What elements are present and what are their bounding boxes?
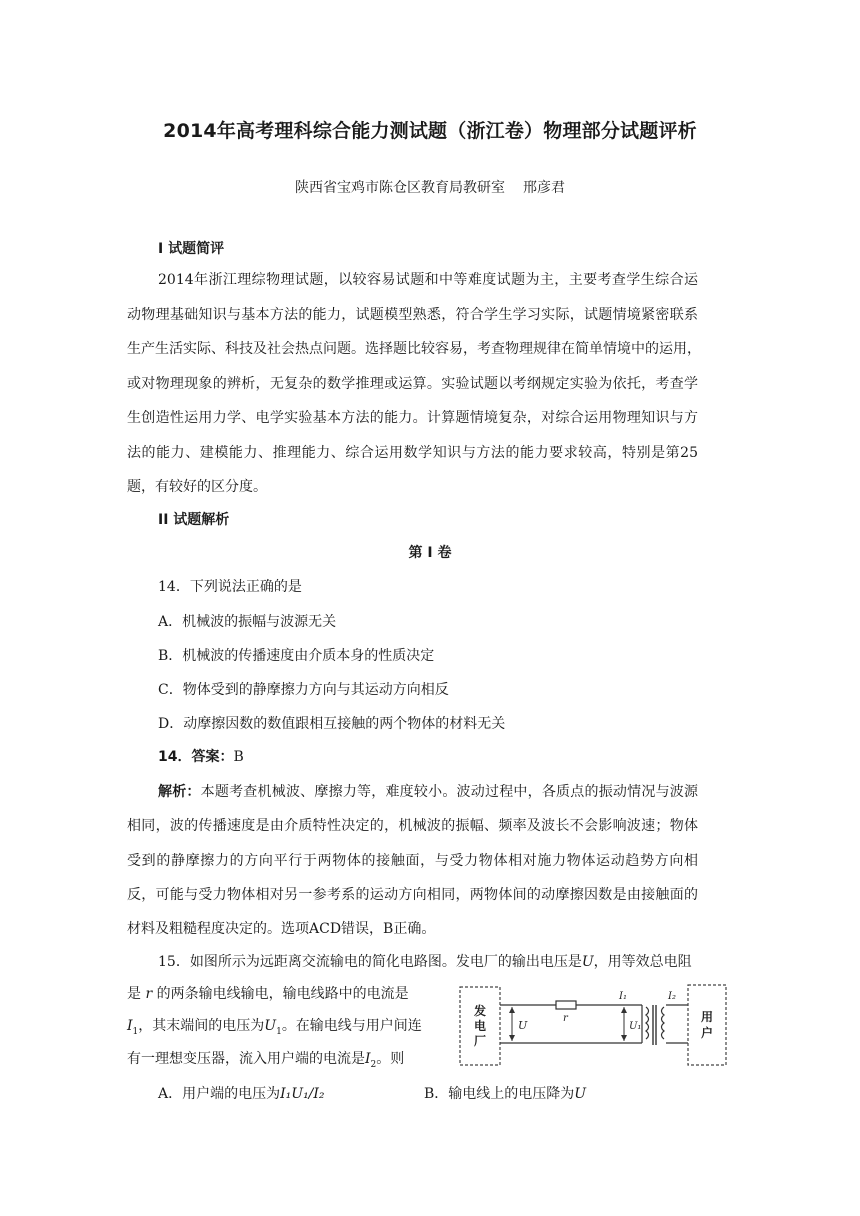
- section1-line-3: 生产生活实际、科技及社会热点问题。选择题比较容易，考查物理规律在简单情境中的运用，: [127, 341, 701, 357]
- u1-label: U₁: [629, 1021, 642, 1032]
- q14-analysis-line-2: 相同，波的传播速度是由介质特性决定的，机械波的振幅、频率及波长不会影响波速；物体: [127, 818, 698, 834]
- author-organization: 陕西省宝鸡市陈仓区教育局教研室: [295, 180, 505, 196]
- power-plant-label-bottom: 厂: [473, 1034, 487, 1048]
- q14-option-d: D．动摩擦因数的数值跟相互接触的两个物体的材料无关: [158, 716, 506, 732]
- q14-analysis-line-5: 材料及粗糙程度决定的。选项ACD错误，B正确。: [127, 921, 436, 937]
- q15-line-4: [127, 1049, 404, 1075]
- q15-line2-a: 是: [127, 986, 141, 1002]
- q14-option-c: C．物体受到的静摩擦力方向与其运动方向相反: [158, 682, 449, 698]
- q15-line1-end: ，用等效总电阻: [593, 954, 692, 970]
- q15-option-b-text: B．输电线上的电压降为: [424, 1086, 575, 1102]
- q14-analysis-line-4: 反，可能与受力物体相对另一参考系的运动方向相同，两物体间的动摩擦因数是由接触面的: [127, 887, 698, 903]
- q15-option-a-expr: I₁U₁/I₂: [280, 1086, 325, 1102]
- user-label-bottom: 户: [700, 1026, 714, 1040]
- q15-line4-b: 。则: [376, 1051, 405, 1067]
- primary-coil: [646, 1007, 649, 1039]
- resistor-r: [556, 1001, 576, 1009]
- r-label: r: [563, 1013, 568, 1024]
- q14-stem: 14．下列说法正确的是: [158, 579, 302, 595]
- q14-answer: [158, 747, 244, 767]
- document-title: 2014年高考理科综合能力测试题（浙江卷）物理部分试题评析: [163, 120, 697, 142]
- q15-line3-c: 。在输电线与用户间连: [281, 1018, 422, 1034]
- q15-sub-1: 1: [132, 1026, 139, 1037]
- q14-answer-label: 14．答案：: [158, 749, 234, 765]
- q15-var-u1: U: [264, 1018, 277, 1034]
- q15-option-b-var: U: [574, 1086, 587, 1102]
- q14-analysis-text: 本题考查机械波、摩擦力等，难度较小。波动过程中，各质点的振动情况与波源: [200, 784, 699, 800]
- section1-heading: I 试题简评: [158, 241, 225, 257]
- q14-answer-value: B: [233, 749, 244, 765]
- q14-analysis-line-3: 受到的静摩擦力的方向平行于两物体的接触面，与受力物体相对施力物体运动趋势方向相: [127, 853, 698, 869]
- q15-line-3: [127, 1016, 422, 1042]
- section1-line-5: 生创造性运用力学、电学实验基本方法的能力。计算题情境复杂，对综合运用物理知识与方: [127, 410, 698, 426]
- q15-line2-b: 的两条输电线输电，输电线路中的电流是: [156, 986, 409, 1002]
- author-name: 邢彦君: [523, 180, 565, 196]
- power-plant-label-top: 发: [473, 1004, 487, 1018]
- u-arrow-head-bottom: [509, 1035, 515, 1041]
- q15-var-u: U: [581, 954, 594, 970]
- power-plant-label-mid: 电: [473, 1019, 487, 1033]
- circuit-diagram: [456, 977, 730, 1073]
- section1-line-2: 动物理基础知识与基本方法的能力，试题模型熟悉，符合学生学习实际，试题情境紧密联系: [127, 307, 698, 323]
- q15-var-i2: I: [365, 1051, 371, 1067]
- volume-heading: 第 I 卷: [408, 545, 452, 561]
- q15-option-a: [158, 1084, 325, 1104]
- q15-var-i1: I: [127, 1018, 133, 1034]
- q15-sub-2: 2: [370, 1059, 377, 1070]
- u1-arrow-head-bottom: [621, 1035, 627, 1041]
- secondary-coil: [662, 1007, 665, 1039]
- author-line: [0, 177, 860, 197]
- section2-heading: II 试题解析: [158, 512, 230, 528]
- q15-sub-1b: 1: [276, 1026, 282, 1037]
- q15-option-b: [424, 1084, 586, 1104]
- q14-analysis-label: 解析：: [158, 784, 201, 800]
- user-label-top: 用: [700, 1010, 714, 1024]
- i1-label: I₁: [619, 991, 627, 1002]
- q15-option-a-text: A．用户端的电压为: [158, 1086, 281, 1102]
- q15-line4-a: 有一理想变压器，流入用户端的电流是: [127, 1051, 365, 1067]
- q15-line-1: [158, 952, 692, 972]
- user-box: [688, 985, 726, 1065]
- section1-line-4: 或对物理现象的辨析，无复杂的数学推理或运算。实验试题以考纲规定实验为依托，考查学: [127, 376, 698, 392]
- q15-line-2: [127, 984, 409, 1004]
- q15-line1-text: 15．如图所示为远距离交流输电的简化电路图。发电厂的输出电压是: [158, 954, 582, 970]
- q14-option-a: A．机械波的振幅与波源无关: [158, 614, 337, 630]
- u1-arrow-head-top: [621, 1007, 627, 1013]
- q14-analysis-first: [158, 782, 698, 802]
- section1-line-7: 题，有较好的区分度。: [127, 479, 267, 495]
- q14-option-b: B．机械波的传播速度由介质本身的性质决定: [158, 648, 435, 664]
- section1-line-6: 法的能力、建模能力、推理能力、综合运用数学知识与方法的能力要求较高，特别是第25: [127, 445, 698, 461]
- u-arrow-head-top: [509, 1007, 515, 1013]
- section1-line-1: 2014年浙江理综物理试题，以较容易试题和中等难度试题为主，主要考查学生综合运: [158, 272, 698, 288]
- u-label: U: [518, 1019, 528, 1032]
- i2-label: I₂: [668, 991, 676, 1002]
- q15-var-r: r: [145, 986, 153, 1002]
- q15-line3-b: ，其末端间的电压为: [138, 1018, 265, 1034]
